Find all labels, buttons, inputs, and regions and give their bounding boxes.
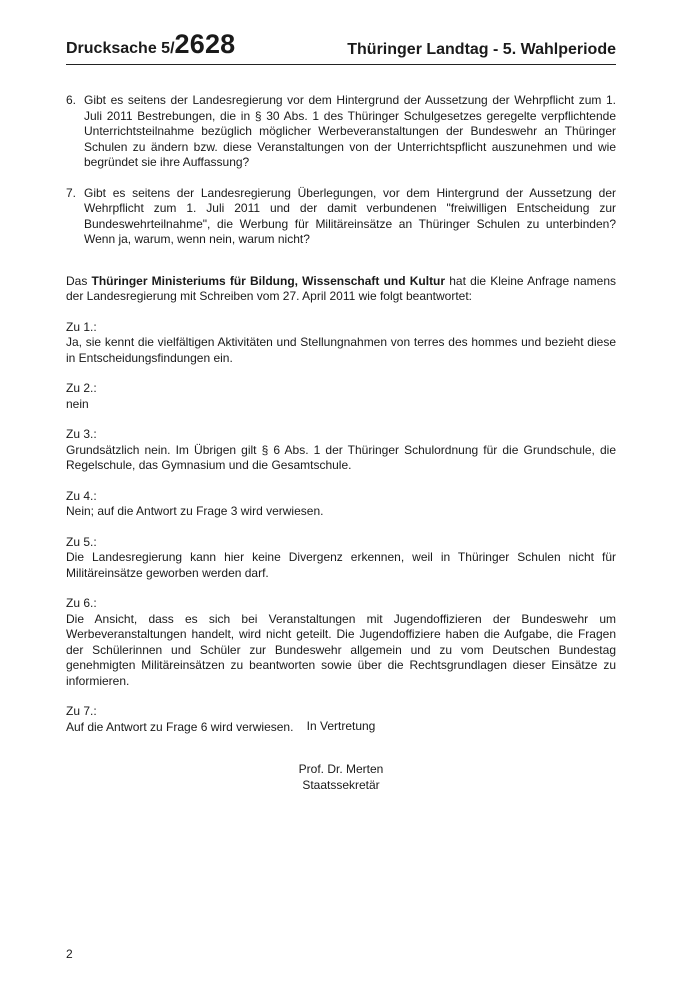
signature-block (66, 762, 616, 793)
answer-label: Zu 1.: (66, 319, 97, 334)
intro-post: hat die Kleine Anfrage namens der Landesregierung mit Schreiben vom 27. April 2011 wie folgt beantwortet: (66, 273, 616, 303)
answer-text: Grundsätzlich nein. Im Übrigen gilt § 6 Abs. 1 der Thüringer Schulordnung für die Grundschule, die Regelschule, das Gymnasium und die Gesamtschule. (66, 442, 616, 472)
answer-label: Zu 2.: (66, 381, 97, 395)
answer-block (66, 381, 616, 412)
drucksache-label (66, 29, 235, 60)
drucksache-prefix: Drucksache 5/ (66, 40, 175, 57)
question-list (66, 93, 616, 248)
parliament-title: Thüringer Landtag - 5. Wahlperiode (347, 41, 616, 58)
answer-block (66, 427, 616, 474)
answer-text: Die Landesregierung kann hier keine Divergenz erkennen, weil in Thüringer Schulen nicht für Militäreinsätze geworben werden darf. (66, 550, 616, 580)
answer-block (66, 489, 616, 520)
question-text: Gibt es seitens der Landesregierung vor dem Hintergrund der Aussetzung der Wehrpflicht zum 1. Juli 2011 Bestrebungen, die in § 30 Abs. 1 des Thüringer Schulgesetzes geregelte verpflichtende Unterrichtsteilnahme bezüglich möglicher Werbeveranstaltungen der Bundeswehr an Thüringer Schulen zu ändern bzw. diese Veranstaltungen von der Unterrichtspflicht auszunehmen und wie begründet sie ihre Auffassung? (84, 93, 616, 169)
answer-block (66, 596, 616, 689)
answer-label: Zu 6.: (66, 596, 97, 610)
answer-label: Zu 7.: (66, 704, 97, 718)
answer-text: nein (66, 396, 89, 411)
signatory-name: Prof. Dr. Merten (298, 762, 384, 776)
page-number: 2 (66, 947, 73, 961)
answer-label: Zu 5.: (66, 534, 97, 549)
ministry-name: Thüringer Ministeriums für Bildung, Wissenschaft und Kultur (91, 273, 446, 288)
intro-pre: Das (66, 273, 92, 288)
document-body (66, 93, 616, 735)
answer-label: Zu 4.: (66, 488, 97, 503)
answer-text: Nein; auf die Antwort zu Frage 3 wird verwiesen. (66, 504, 324, 518)
question-text: Gibt es seitens der Landesregierung Überlegungen, vor dem Hintergrund der Aussetzung der Wehrpflicht zum 1. Juli 2011 und der damit verbundenen "freiwilligen Entscheidung zur Bundeswehrteilnahme", die Werbung für Militäreinsätze an Thüringer Schulen zu unterbinden? Wenn ja, warum, wenn nein, warum nicht? (84, 185, 616, 246)
question-number: 6. (66, 93, 77, 107)
signatory-title: Staatssekretär (302, 777, 380, 792)
page-header (66, 30, 616, 65)
answer-block (66, 320, 616, 367)
drucksache-number: 2628 (174, 29, 236, 59)
answer-intro (66, 274, 616, 305)
answer-text: Ja, sie kennt die vielfältigen Aktivitäten und Stellungnahmen von terres des hommes und bezieht diese in Entscheidungsfindungen ein. (66, 335, 616, 365)
answer-text: Die Ansicht, dass es sich bei Veranstaltungen mit Jugendoffizieren der Bundeswehr um Werbeveranstaltungen handelt, wird nicht geteilt. Die Jugendoffiziere haben die Aufgabe, die Fragen der Schülerinnen und Schüler zur Bundeswehr allgemein und zu vom Deutschen Bundestag genehmigten Militäreinsätzen zu beantworten sowie über die Rechtsgrundlagen dieser Einsätze zu informieren. (66, 611, 616, 688)
answer-text: Auf die Antwort zu Frage 6 wird verwiesen. (66, 719, 294, 734)
answer-block (66, 535, 616, 582)
question-item (66, 93, 616, 171)
answer-label: Zu 3.: (66, 427, 97, 441)
signature-representation: In Vertretung (306, 719, 376, 733)
question-number: 7. (66, 185, 77, 200)
question-item (66, 186, 616, 248)
